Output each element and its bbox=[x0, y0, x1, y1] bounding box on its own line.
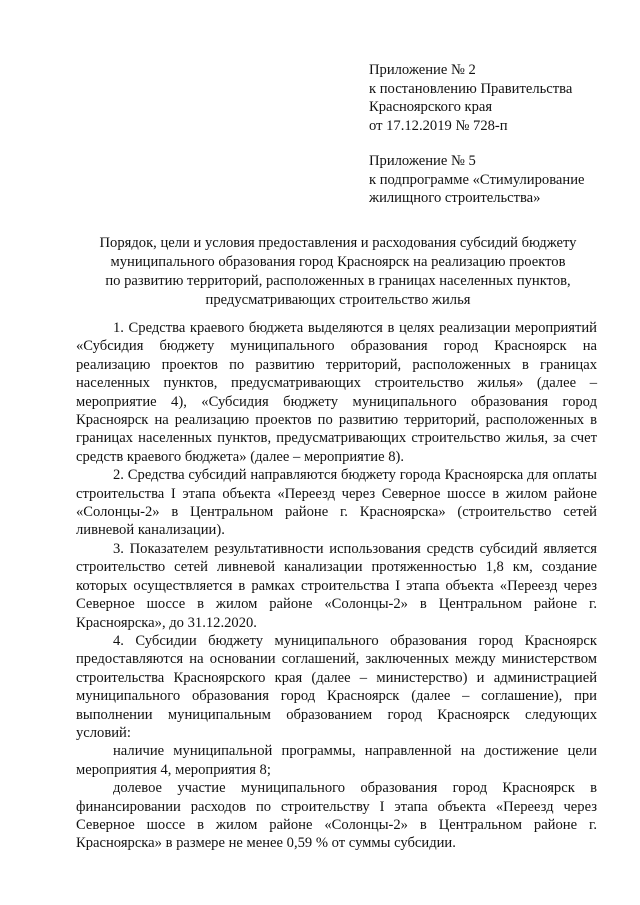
title-line-3: по развитию территорий, расположенных в границах населенных пунктов, bbox=[105, 273, 571, 289]
appendix-5-reference: к подпрограмме «Стимулирование bbox=[369, 171, 585, 188]
appendix-5-number: Приложение № 5 bbox=[369, 153, 476, 169]
condition-2: долевое участие муниципального образования город Красноярск в финансировании расходов по строительству I этапа объекта «Переезд через Северное шоссе в жилом районе «Солонцы-2» в Центральном районе г. Красноярска» в размере не менее 0,59 % от суммы субсидии. bbox=[76, 780, 597, 852]
title-line-2: муниципального образования город Красноярск на реализацию проектов bbox=[110, 254, 566, 270]
title-line-4: предусматривающих строительство жилья bbox=[205, 292, 471, 308]
appendix-2-number: Приложение № 2 bbox=[369, 62, 476, 78]
appendix-2-region: Красноярского края bbox=[369, 99, 493, 115]
paragraph-3: 3. Показателем результативности использования средств субсидий является строительство сетей ливневой канализации протяженностью 1,8 км, создание которых осуществляется в рамках строительства I этапа объекта «Переезд через Северное шоссе в жилом районе «Солонцы-2» в Центральном районе г. Красноярска», до 31.12.2020. bbox=[76, 540, 597, 631]
paragraph-4: 4. Субсидии бюджету муниципального образования город Красноярск предоставляются на основании соглашений, заключенных между министерством строительства Красноярского края (далее – министерство) и администрацией муниципального образования город Красноярск (далее – соглашение), при выполнении муниципальным образованием город Красноярск следующих условий: bbox=[76, 632, 597, 741]
paragraph-2: 2. Средства субсидий направляются бюджету города Красноярска для оплаты строительства I этапа объекта «Переезд через Северное шоссе в жилом районе «Солонцы-2» в Центральном районе г. Красноярска» (строительство сетей ливневой канализации). bbox=[76, 467, 597, 539]
appendix-2-reference: к постановлению Правительства bbox=[369, 80, 573, 97]
condition-1: наличие муниципальной программы, направленной на достижение цели мероприятия 4, мероприятия 8; bbox=[76, 743, 597, 778]
appendix-5-program: жилищного строительства» bbox=[369, 190, 541, 206]
title-line-1: Порядок, цели и условия предоставления и расходования субсидий бюджету bbox=[99, 235, 577, 251]
appendix-2-date: от 17.12.2019 № 728-п bbox=[369, 117, 508, 134]
paragraph-1: 1. Средства краевого бюджета выделяются в целях реализации мероприятий «Субсидия бюджету муниципального образования город Красноярск на реализацию проектов по развитию территорий, расположенных в границах населенных пунктов, предусматривающих строительство жилья» (далее – мероприятие 4), «Субсидия бюджету муниципального образования город Красноярск на реализацию проектов по развитию территорий, расположенных в границах населенных пунктов, предусматривающих строительство жилья, за счет средств краевого бюджета» (далее – мероприятие 8). bbox=[76, 320, 597, 465]
appendix-5-header bbox=[369, 152, 629, 208]
document-title bbox=[64, 234, 612, 310]
appendix-2-header bbox=[369, 61, 629, 135]
document-body bbox=[76, 319, 597, 853]
